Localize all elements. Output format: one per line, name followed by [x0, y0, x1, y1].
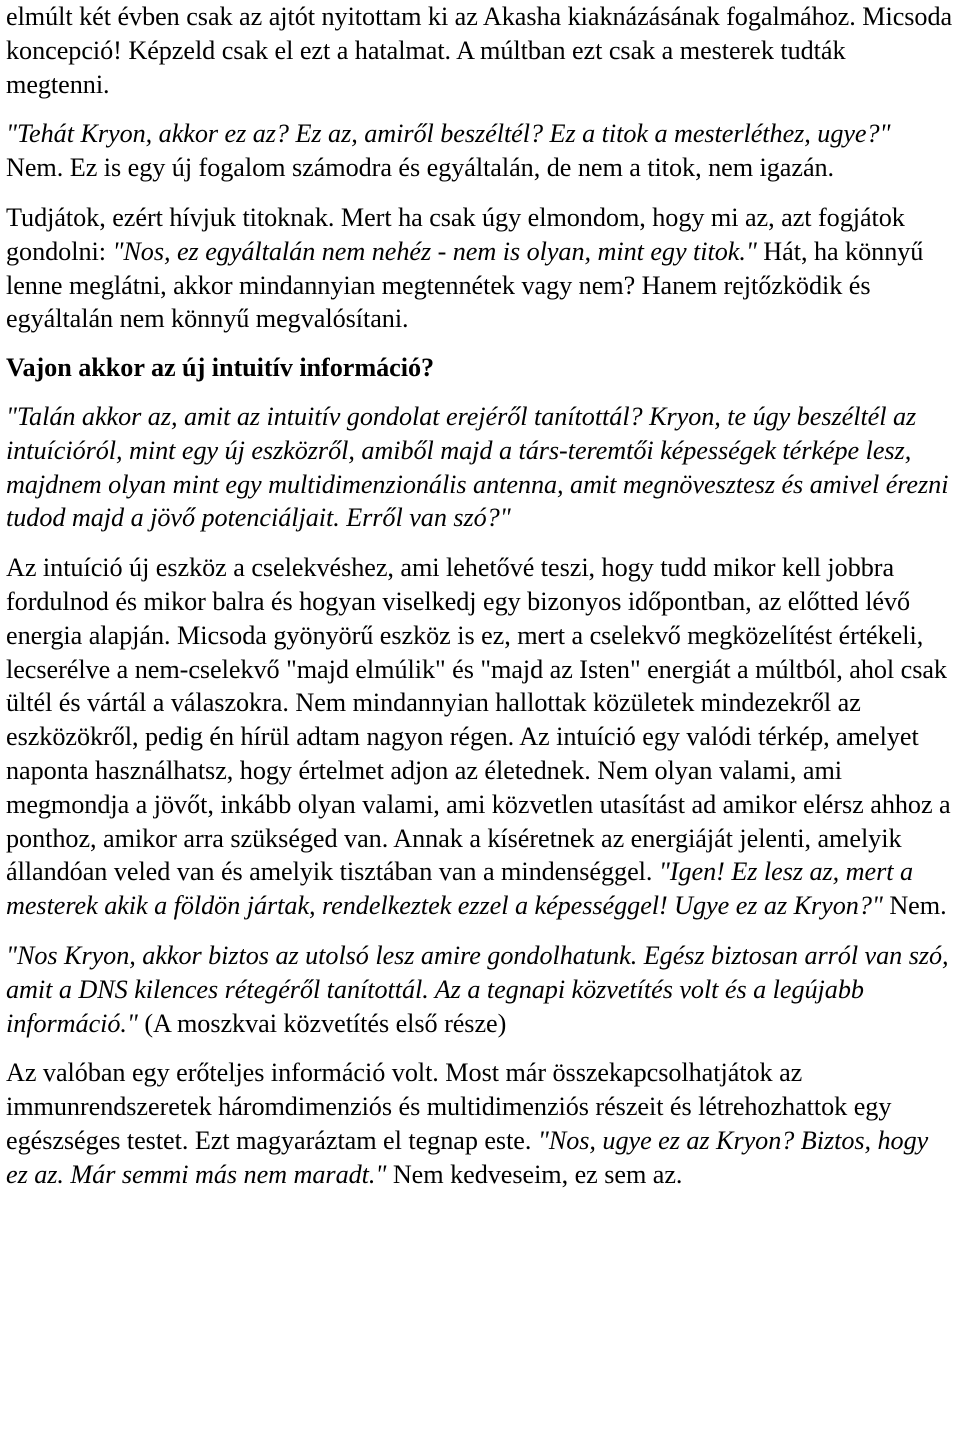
paragraph-8-text-b: Nem kedveseim, ez sem az. — [386, 1159, 683, 1189]
paragraph-3-text-a: Tudjátok, ezért hívjuk titoknak. Mert ha csak úgy elmondom, hogy mi az, azt fogjátok gondolni: — [6, 202, 905, 266]
paragraph-8 — [6, 1056, 954, 1191]
paragraph-6-text-b: Nem. — [882, 891, 947, 921]
paragraph-5-quote: "Talán akkor az, amit az intuitív gondolat erejéről tanítottál? Kryon, te úgy beszéltél az intuícióról, mint egy új eszközről, amiből majd a társ-teremtői képességek térképe lesz, majdnem olyan mint egy multidimenzionális antenna, amit megnövesztesz és amivel érezni tudod majd a jövő potenciáljait. Erről van szó?" — [6, 401, 949, 533]
paragraph-1 — [6, 0, 954, 101]
paragraph-7-quote: "Nos Kryon, akkor biztos az utolsó lesz amire gondolhatunk. Egész biztosan arról van szó, amit a DNS kilences rétegéről tanítottál. Az a tegnapi közvetítés volt és a legújabb információ." — [6, 940, 949, 1038]
paragraph-8-text-a: Az valóban egy erőteljes információ volt. Most már összekapcsolhatjátok az immunrendszeretek háromdimenziós és multidimenziós részeit és létrehozhattok egy egészséges testet. Ezt magyaráztam el tegnap este. — [6, 1058, 892, 1155]
paragraph-2-text: Nem. Ez is egy új fogalom számodra és egyáltalán, de nem a titok, nem igazán. — [6, 153, 835, 183]
paragraph-2-quote: "Tehát Kryon, akkor ez az? Ez az, amiről beszéltél? Ez a titok a mesterléthez, ugye?" — [6, 119, 891, 149]
paragraph-1-text: elmúlt két évben csak az ajtót nyitottam ki az Akasha kiaknázásának fogalmához. Micsoda koncepció! Képzeld csak el ezt a hatalmat. A múltban ezt csak a mesterek tudták megtenni. — [6, 2, 953, 99]
paragraph-6-quote: "Igen! Ez lesz az, mert a mesterek akik a földön jártak, rendelkeztek ezzel a képességgel! Ugye ez az Kryon?" — [6, 857, 914, 921]
section-heading — [6, 351, 954, 385]
section-heading-text: Vajon akkor az új intuitív információ? — [6, 353, 435, 383]
paragraph-5 — [6, 400, 954, 535]
paragraph-6 — [6, 551, 954, 923]
paragraph-8-quote: "Nos, ugye ez az Kryon? Biztos, hogy ez az. Már semmi más nem maradt." — [6, 1125, 929, 1189]
paragraph-2 — [6, 117, 954, 185]
paragraph-6-text-a: Az intuíció új eszköz a cselekvéshez, ami lehetővé teszi, hogy tudd mikor kell jobbra fordulnod és mikor balra és hogyan viselkedj egy bizonyos időpontban, az előtted lévő energia alapján. Micsoda gyönyörű eszköz is ez, mert a cselekvő megközelítést értékeli, lecserélve a nem-cselekvő "majd elmúlik" és "majd az Isten" energiát a múltból, ahol csak ültél és vártál a válaszokra. Nem mindannyian hallottak közületek mindezekről az eszközökről, pedig én hírül adtam nagyon régen. Az intuíció egy valódi térkép, amelyet naponta használhatsz, hogy értelmet adjon az életednek. Nem olyan valami, ami megmondja a jövőt, inkább olyan valami, ami közvetlen utasítást ad amikor elérsz ahhoz a ponthoz, amikor arra szükséged van. Annak a kíséretnek az energiáját jelenti, amelyik állandóan veled van és amelyik tisztában van a mindenséggel. — [6, 553, 951, 887]
paragraph-7 — [6, 939, 954, 1040]
paragraph-3-quote: "Nos, ez egyáltalán nem nehéz - nem is olyan, mint egy titok." — [112, 236, 757, 266]
paragraph-7-text: (A moszkvai közvetítés első része) — [137, 1008, 507, 1038]
paragraph-3-text-b: Hát, ha könnyű lenne meglátni, akkor mindannyian megtennétek vagy nem? Hanem rejtőzködik és egyáltalán nem könnyű megvalósítani. — [6, 236, 924, 334]
paragraph-3 — [6, 201, 954, 336]
